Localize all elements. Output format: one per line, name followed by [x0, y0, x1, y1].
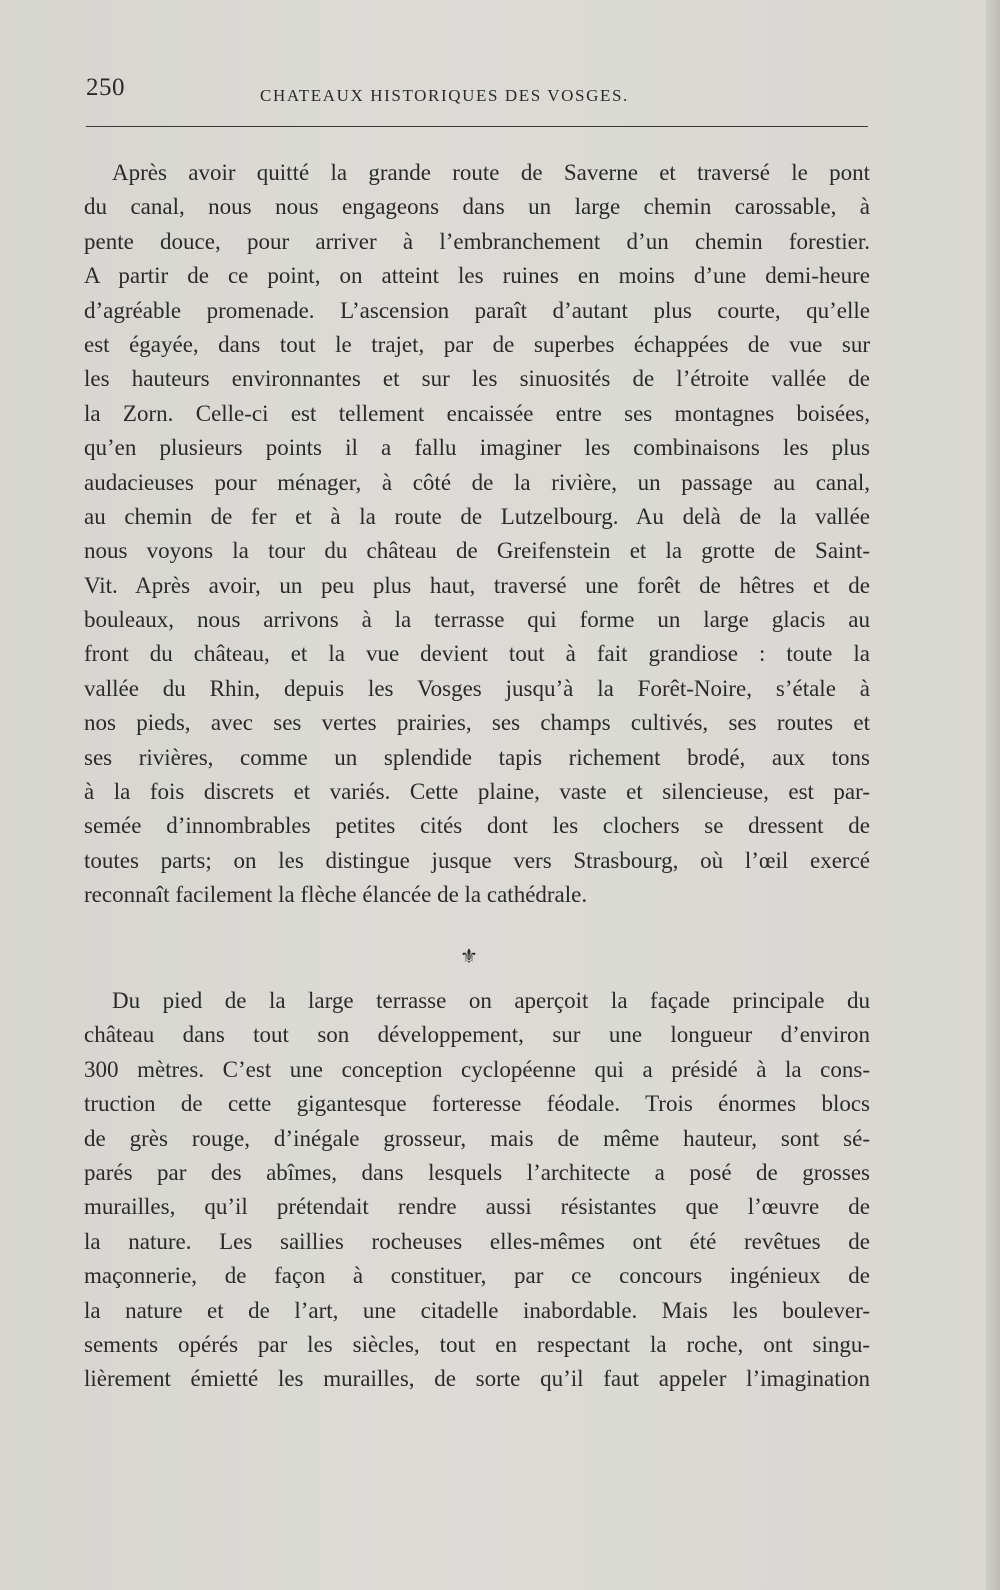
text-line: à la fois discrets et variés. Cette plaine, vaste et silencieuse, est par-	[84, 779, 870, 805]
text-line: ses rivières, comme un splendide tapis richement brodé, aux tons	[84, 744, 870, 770]
text-line: Du pied de la large terrasse on aperçoit la façade principale du	[112, 988, 870, 1013]
header-rule	[86, 126, 868, 127]
text-line: truction de cette gigantesque forteresse féodale. Trois énormes blocs	[84, 1091, 870, 1117]
text-line: Vit. Après avoir, un peu plus haut, traversé une forêt de hêtres et de	[84, 572, 870, 598]
text-line: nous voyons la tour du château de Greifenstein et la grotte de Saint-	[84, 538, 870, 564]
text-line: la nature. Les saillies rocheuses elles-mêmes ont été revêtues de	[84, 1228, 870, 1254]
page-header	[86, 74, 868, 110]
text-line: front du château, et la vue devient tout à fait grandiose : toute la	[84, 641, 870, 667]
text-line: toutes parts; on les distingue jusque vers Strasbourg, où l’œil exercé	[84, 847, 870, 873]
running-title: CHATEAUX HISTORIQUES DES VOSGES.	[260, 86, 629, 105]
text-line: pente douce, pour arriver à l’embranchement d’un chemin forestier.	[84, 228, 870, 254]
text-line: murailles, qu’il prétendait rendre aussi résistantes que l’œuvre de	[84, 1194, 870, 1220]
text-line: au chemin de fer et à la route de Lutzelbourg. Au delà de la vallée	[84, 503, 870, 529]
text-line: nos pieds, avec ses vertes prairies, ses champs cultivés, ses routes et	[84, 710, 870, 736]
text-line: la nature et de l’art, une citadelle inabordable. Mais les boulever-	[84, 1297, 870, 1323]
text-line: vallée du Rhin, depuis les Vosges jusqu’à la Forêt-Noire, s’étale à	[84, 675, 870, 701]
text-line: audacieuses pour ménager, à côté de la rivière, un passage au canal,	[84, 469, 870, 495]
text-line: de grès rouge, d’inégale grosseur, mais de même hauteur, sont sé-	[84, 1125, 870, 1151]
text-line: est égayée, dans tout le trajet, par de superbes échappées de vue sur	[84, 331, 870, 357]
text-line: semée d’innombrables petites cités dont les clochers se dressent de	[84, 813, 870, 839]
text-line: d’agréable promenade. L’ascension paraît d’autant plus courte, qu’elle	[84, 297, 870, 323]
text-line: les hauteurs environnantes et sur les sinuosités de l’étroite vallée de	[84, 366, 870, 392]
text-line: parés par des abîmes, dans lesquels l’architecte a posé de grosses	[84, 1159, 870, 1185]
page-edge-shadow	[986, 0, 1000, 1590]
paragraph-2	[84, 984, 870, 1397]
text-line: qu’en plusieurs points il a fallu imaginer les combinaisons les plus	[84, 435, 870, 461]
page-number: 250	[86, 74, 125, 101]
fleuron-ornament: ⚜	[460, 946, 478, 968]
text-line: lièrement émietté les murailles, de sorte qu’il faut appeler l’imagination	[84, 1366, 870, 1392]
text-line: sements opérés par les siècles, tout en respectant la roche, ont singu-	[84, 1331, 870, 1357]
text-line: A partir de ce point, on atteint les ruines en moins d’une demi-heure	[84, 263, 870, 289]
text-line: reconnaît facilement la flèche élancée de la cathédrale.	[84, 882, 588, 908]
text-line: la Zorn. Celle-ci est tellement encaissée entre ses montagnes boisées,	[84, 400, 870, 426]
text-line: 300 mètres. C’est une conception cyclopéenne qui a présidé à la cons-	[84, 1056, 870, 1082]
text-line: Après avoir quitté la grande route de Saverne et traversé le pont	[112, 160, 870, 185]
text-line: château dans tout son développement, sur une longueur d’environ	[84, 1022, 870, 1048]
text-line: bouleaux, nous arrivons à la terrasse qui forme un large glacis au	[84, 607, 870, 633]
text-line: du canal, nous nous engageons dans un large chemin carossable, à	[84, 194, 870, 220]
text-line: maçonnerie, de façon à constituer, par ce concours ingénieux de	[84, 1263, 870, 1289]
paragraph-1	[84, 156, 870, 913]
